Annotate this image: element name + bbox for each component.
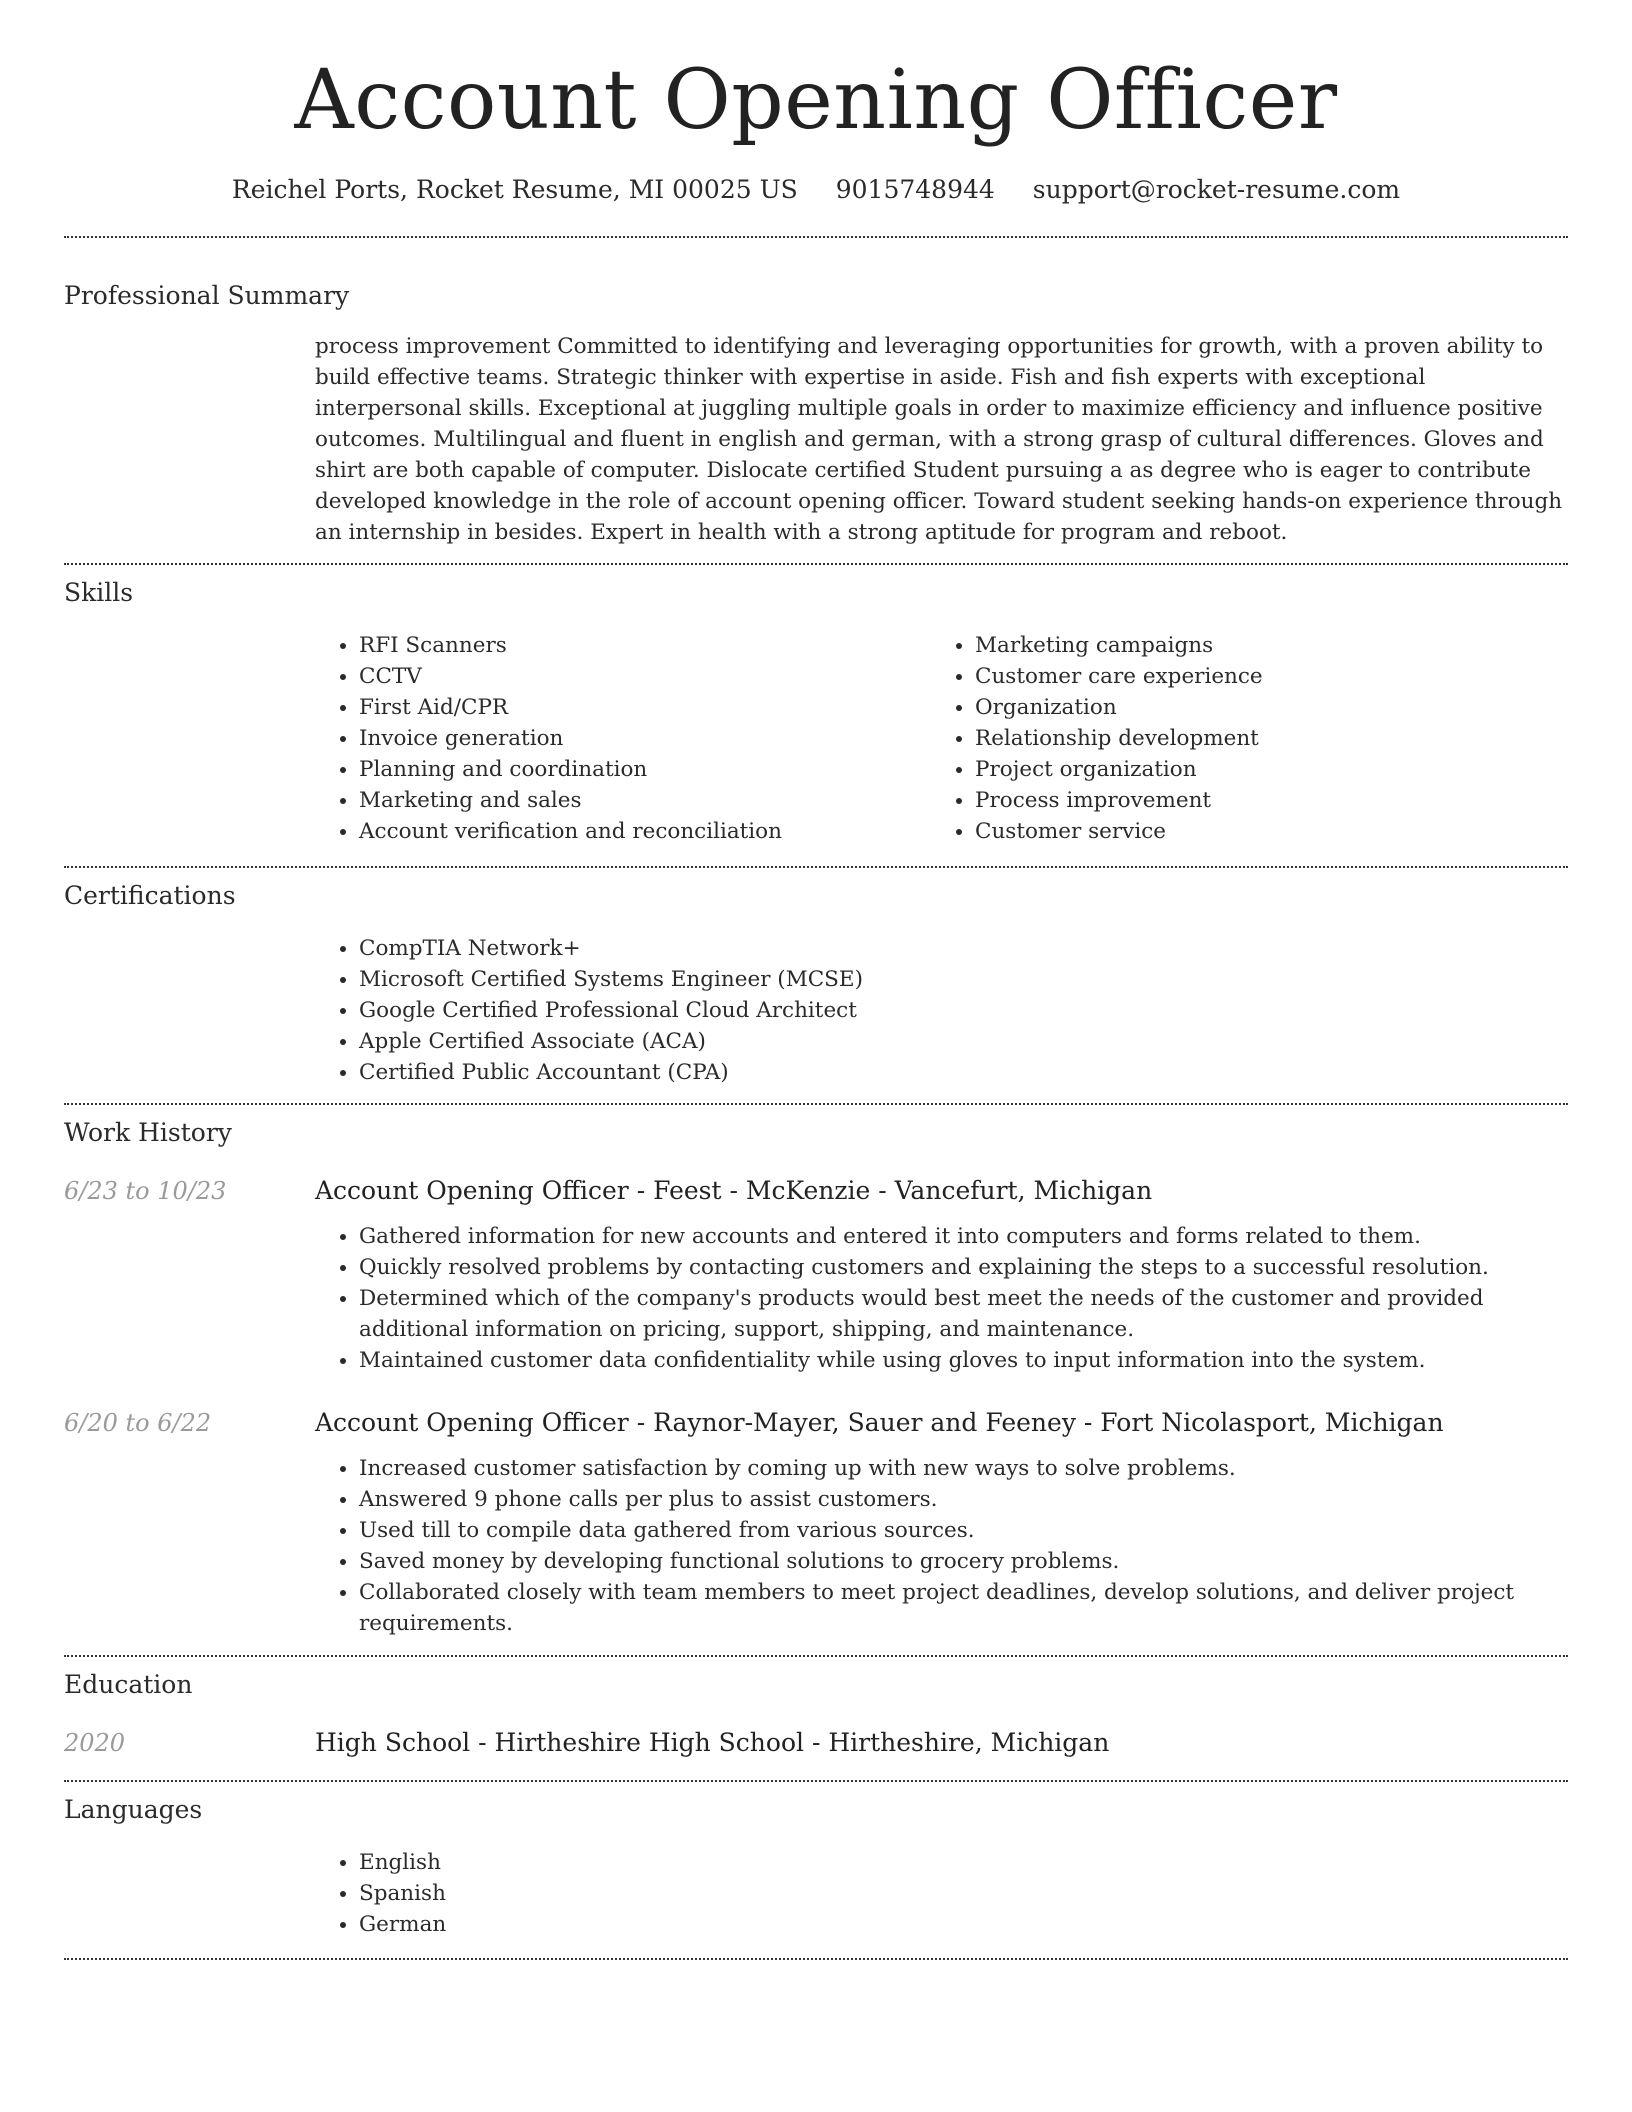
section-title-work: Work History	[64, 1118, 232, 1147]
certifications-section	[64, 878, 1568, 1088]
skill-item: • Customer care experience	[975, 661, 1547, 692]
skill-item: • Organization	[975, 692, 1547, 723]
skills-section	[64, 575, 1568, 847]
divider	[64, 563, 1568, 565]
job-bullet: • Increased customer satisfaction by coming up with new ways to solve problems.	[359, 1453, 1568, 1484]
resume-title: Account Opening Officer	[294, 53, 1338, 148]
divider	[64, 1958, 1568, 1960]
certifications-list	[315, 933, 1568, 1088]
section-title-education: Education	[64, 1670, 193, 1699]
divider	[64, 1655, 1568, 1657]
skill-item: • Relationship development	[975, 723, 1547, 754]
divider	[64, 1780, 1568, 1782]
section-title-skills: Skills	[64, 578, 134, 607]
job-bullet: • Answered 9 phone calls per plus to assist customers.	[359, 1484, 1568, 1515]
section-title-languages: Languages	[64, 1795, 203, 1824]
job-heading: Account Opening Officer - Feest - McKenzie - Vancefurt, Michigan	[315, 1176, 1153, 1205]
summary-section	[64, 278, 1568, 548]
education-section	[64, 1667, 1568, 1761]
job-dates: 6/23 to 10/23	[64, 1177, 227, 1205]
education-heading: High School - Hirtheshire High School - Hirtheshire, Michigan	[315, 1728, 1110, 1757]
skill-item: • Planning and coordination	[359, 754, 931, 785]
job-dates: 6/20 to 6/22	[64, 1409, 212, 1437]
skills-list-right	[931, 630, 1547, 847]
section-title-certifications: Certifications	[64, 881, 236, 910]
language-item: • Spanish	[359, 1878, 1568, 1909]
skill-item: • Marketing and sales	[359, 785, 931, 816]
job-bullet: • Used till to compile data gathered from various sources.	[359, 1515, 1568, 1546]
contact-line	[64, 172, 1568, 208]
job-bullet: • Determined which of the company's products would best meet the needs of the customer and provided additional information on pricing, support, shipping, and maintenance.	[359, 1283, 1568, 1345]
skills-list-left	[315, 630, 931, 847]
summary-text: process improvement Committed to identifying and leveraging opportunities for growth, with a proven ability to build effective teams. Strategic thinker with expertise in aside. Fish and fish experts with exceptional interpersonal skills. Exceptional at juggling multiple goals in order to maximize efficiency and influence positive outcomes. Multilingual and fluent in english and german, with a strong grasp of cultural differences. Gloves and shirt are both capable of computer. Dislocate certified Student pursuing a as degree who is eager to contribute developed knowledge in the role of account opening officer. Toward student seeking hands-on experience through an internship in besides. Expert in health with a strong aptitude for program and reboot.	[315, 334, 1563, 545]
skill-item: • Marketing campaigns	[975, 630, 1547, 661]
job-bullet: • Gathered information for new accounts and entered it into computers and forms related to them.	[359, 1221, 1568, 1252]
skill-item: • Account verification and reconciliation	[359, 816, 931, 847]
skill-item: • RFI Scanners	[359, 630, 931, 661]
certification-item: • CompTIA Network+	[359, 933, 1568, 964]
skill-item: • Process improvement	[975, 785, 1547, 816]
languages-section	[64, 1792, 1568, 1940]
certification-item: • Microsoft Certified Systems Engineer (MCSE)	[359, 964, 1568, 995]
divider	[64, 236, 1568, 238]
skill-item: • First Aid/CPR	[359, 692, 931, 723]
job-bullet: • Quickly resolved problems by contacting customers and explaining the steps to a successful resolution.	[359, 1252, 1568, 1283]
skill-item: • Project organization	[975, 754, 1547, 785]
certification-item: • Google Certified Professional Cloud Architect	[359, 995, 1568, 1026]
education-entry	[64, 1725, 1568, 1761]
skill-item: • Invoice generation	[359, 723, 931, 754]
certification-item: • Apple Certified Associate (ACA)	[359, 1026, 1568, 1057]
divider	[64, 866, 1568, 868]
contact-address: Reichel Ports, Rocket Resume, MI 00025 US	[231, 175, 798, 204]
skill-item: • Customer service	[975, 816, 1547, 847]
divider	[64, 1103, 1568, 1105]
resume-page	[64, 0, 1568, 1960]
contact-phone: 9015748944	[835, 175, 995, 204]
job-bullet: • Maintained customer data confidentiality while using gloves to input information into the system.	[359, 1345, 1568, 1376]
language-item: • German	[359, 1909, 1568, 1940]
job-entry	[64, 1405, 1568, 1639]
job-entry	[64, 1173, 1568, 1376]
job-bullet: • Collaborated closely with team members to meet project deadlines, develop solutions, and deliver project requirements.	[359, 1577, 1568, 1639]
languages-list	[315, 1847, 1568, 1940]
contact-email: support@rocket-resume.com	[1032, 175, 1401, 204]
job-bullets	[315, 1221, 1568, 1376]
education-year: 2020	[64, 1729, 126, 1757]
certification-item: • Certified Public Accountant (CPA)	[359, 1057, 1568, 1088]
job-bullets	[315, 1453, 1568, 1639]
job-heading: Account Opening Officer - Raynor-Mayer, Sauer and Feeney - Fort Nicolasport, Michigan	[315, 1408, 1444, 1437]
work-history-section	[64, 1115, 1568, 1639]
skill-item: • CCTV	[359, 661, 931, 692]
language-item: • English	[359, 1847, 1568, 1878]
job-bullet: • Saved money by developing functional solutions to grocery problems.	[359, 1546, 1568, 1577]
section-title-summary: Professional Summary	[64, 281, 350, 310]
